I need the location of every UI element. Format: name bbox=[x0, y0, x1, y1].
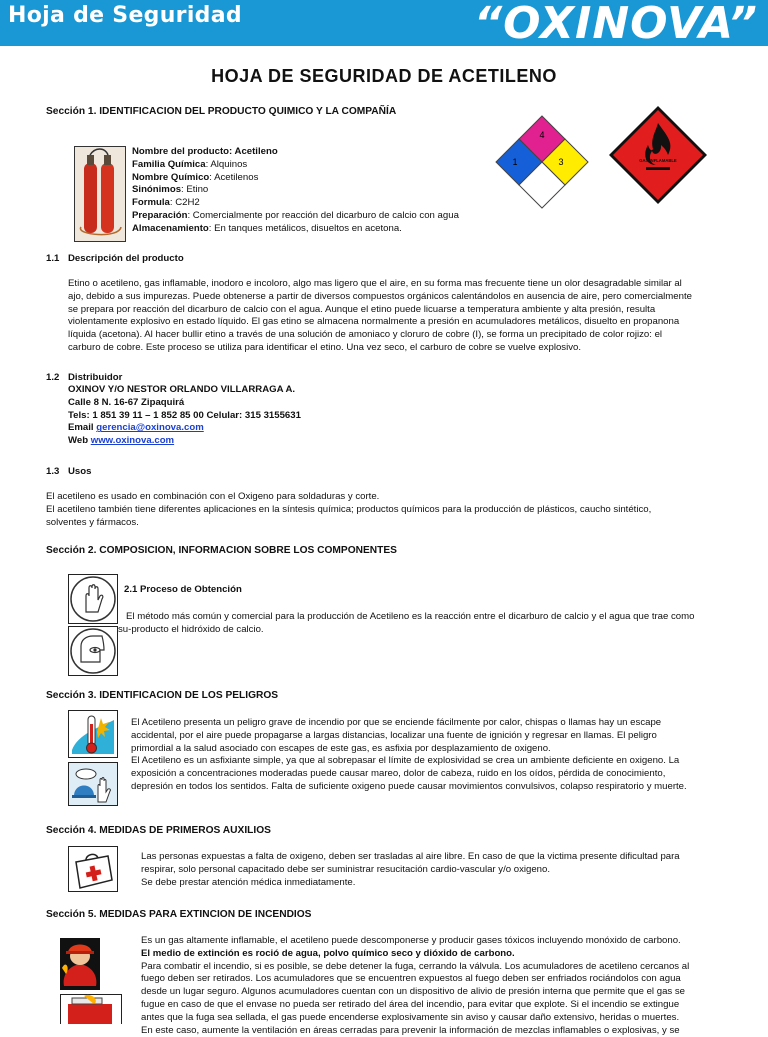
section-5-heading: Sección 5. MEDIDAS PARA EXTINCION DE INCENDIOS bbox=[46, 909, 312, 920]
distributor-name: OXINOV Y/O NESTOR ORLANDO VILLARRAGA A. bbox=[68, 384, 296, 395]
production-process-text bbox=[118, 611, 724, 637]
nfpa-diamond-icon bbox=[493, 114, 591, 212]
description-line: ajo, debido a sus impurezas. Puede obtenerse a partir de diversos compuestos orgánicos calentándolos en ausencia de aire, pero comercialmente bbox=[68, 290, 692, 302]
extinguishing-media: El medio de extinción es roció de agua, polvo químico seco y dióxido de carbono. bbox=[141, 947, 515, 959]
first-aid-kit-icon bbox=[68, 846, 118, 892]
fire-truck-icon bbox=[60, 994, 122, 1024]
firefighting-line: antes que la fuga sea sellada, el gas puede encenderse explosivamente sin aviso y causar daño extensivo, heridas o muertes. bbox=[141, 1011, 680, 1023]
production-line: El método más común y comercial para la producción de Acetileno es la reacción entre el dicarburo de calcio y el agua que trae como bbox=[126, 611, 695, 622]
hazard-label: GAS INFLAMABLE bbox=[639, 158, 677, 163]
distributor-phones: Tels: 1 851 39 11 – 1 852 85 00 Celular: 315 3155631 bbox=[68, 409, 301, 421]
subsection-2-1-heading: 2.1 Proceso de Obtención bbox=[124, 584, 242, 595]
preparation-row bbox=[132, 210, 459, 223]
subsection-1-1-title: Descripción del producto bbox=[68, 253, 184, 264]
firefighter-icon bbox=[60, 938, 100, 990]
firefighting-line: Para combatir el incendio, si es posible, se debe detener la fuga, cerrando la válvula. Los acumuladores de acetileno cercanos al bbox=[141, 960, 690, 972]
uses-line: El acetileno es usado en combinación con el Oxigeno para soldaduras y corte. bbox=[46, 491, 380, 502]
section-2-heading: Sección 2. COMPOSICION, INFORMACION SOBRE LOS COMPONENTES bbox=[46, 545, 397, 556]
section-1-heading: Sección 1. IDENTIFICACION DEL PRODUCTO QUIMICO Y LA COMPAÑÍA bbox=[46, 106, 397, 117]
hazards-line: depresión en todos los sentidos. Falta de suficiente oxigeno puede causar movimientos convulsivos, colapso respiratorio y muerte. bbox=[131, 780, 687, 792]
hazards-text bbox=[131, 717, 718, 794]
nfpa-left-value: 1 bbox=[512, 157, 518, 167]
subsection-1-2-number: 1.2 bbox=[46, 372, 60, 383]
distributor-email-row bbox=[68, 422, 301, 435]
description-line: carburo de cobre. Este proceso se utiliza para identificar el etino. Una vez seco, el carburo de cobre se vuelve explosivo. bbox=[68, 341, 582, 353]
synonyms-row bbox=[132, 184, 459, 197]
uses-text bbox=[46, 491, 724, 529]
description-line: líquida (acetona). Al hacer bullir etino a través de una solución de amoniaco y cloruro de cobre (I), se forma un precipitado de color rojizo: el bbox=[68, 329, 663, 341]
page-title: HOJA DE SEGURIDAD DE ACETILENO bbox=[211, 66, 557, 86]
section-4-heading: Sección 4. MEDIDAS DE PRIMEROS AUXILIOS bbox=[46, 825, 271, 836]
first-aid-line: Las personas expuestas a falta de oxigeno, deben ser trasladas al aire libre. En caso de que la victima presente dificultad para bbox=[141, 851, 680, 862]
description-line: Etino o acetileno, gas inflamable, inodoro e incoloro, algo mas ligero que el aire, en su forma mas frecuente tiene un olor desagradable similar al bbox=[68, 278, 682, 289]
chemical-name-label: Nombre Químico bbox=[132, 171, 210, 183]
thermometer-fire-icon bbox=[68, 710, 118, 758]
product-family-row bbox=[132, 159, 459, 172]
hazards-line: El Acetileno es un asfixiante simple, ya que al sobrepasar el límite de explosividad se crea un ambiente deficiente en oxigeno. La bbox=[131, 755, 680, 767]
description-line: violentamente explosivo en estado líquido. El gas etino se almacena normalmente a presión en acumuladores metálicos, disuelto en propanona bbox=[68, 316, 680, 328]
chemical-name-value: : Acetilenos bbox=[209, 171, 259, 183]
chemical-name-row bbox=[132, 172, 459, 185]
hazards-line: exposición a concentraciones moderadas puede causar mareo, dolor de cabeza, ruido en los oídos, pérdida de conocimiento, bbox=[131, 768, 666, 780]
storage-row bbox=[132, 223, 459, 236]
brand-logo-text: “OXINOVA” bbox=[473, 0, 758, 49]
acetylene-cylinders-image bbox=[74, 146, 126, 242]
subsection-1-1-number: 1.1 bbox=[46, 253, 60, 264]
subsection-1-2-title: Distribuidor bbox=[68, 372, 123, 383]
nfpa-right-value: 3 bbox=[558, 157, 564, 167]
header-banner bbox=[0, 0, 768, 49]
product-name-row bbox=[132, 146, 459, 159]
protective-equipment-icon bbox=[68, 762, 118, 806]
formula-value: : C2H2 bbox=[169, 197, 200, 209]
firefighting-line: fugue en caso de que el envase no pueda ser retirado del área del incendio, para evitar que explote. Si el incendio se extingue bbox=[141, 998, 680, 1010]
subsection-1-3-heading bbox=[46, 466, 91, 477]
firefighting-line: desde un lugar seguro. Algunos acumuladores cuentan con un dispositivo de alivio de presión interna que permite que el gas se bbox=[141, 986, 685, 998]
product-family-label: Familia Química bbox=[132, 158, 206, 170]
hazards-line: El Acetileno presenta un peligro grave de incendio por que se enciende fácilmente por calor, chispas o llamas hay un escape bbox=[131, 717, 662, 728]
preparation-value: : Comercialmente por reacción del dicarburo de calcio con agua bbox=[187, 209, 459, 221]
distributor-block bbox=[68, 384, 301, 448]
description-line: se prepara por reacción del dicarburo de calcio con el agua. Aunque el etino puede licuarse a temperatura ambiente y alta presión, resulta bbox=[68, 303, 656, 315]
distributor-address: Calle 8 N. 16-67 Zipaquirá bbox=[68, 396, 185, 408]
synonyms-value: : Etino bbox=[181, 184, 209, 196]
production-line: su-producto el hidróxido de calcio. bbox=[118, 623, 264, 635]
first-aid-line: Se debe prestar atención médica inmediatamente. bbox=[141, 876, 356, 888]
hazards-line: accidental, por el aire puede propagarse a largas distancias, localizar una fuente de ignición y regresar en llamas. El peligro bbox=[131, 729, 657, 741]
firefighting-text bbox=[141, 935, 721, 1037]
product-info-block bbox=[132, 146, 459, 236]
firefighting-line: fuego deben ser retirados. Los acumuladores que se encuentren expuestos al fuego deben ser enfriados rociándolos con agua bbox=[141, 973, 681, 985]
synonyms-label: Sinónimos bbox=[132, 184, 182, 196]
product-description bbox=[68, 278, 723, 355]
product-name-label: Nombre del producto: Acetileno bbox=[132, 146, 278, 157]
subsection-1-2-heading bbox=[46, 372, 122, 383]
storage-value: : En tanques metálicos, disueltos en acetona. bbox=[208, 222, 402, 234]
flammable-gas-hazard-icon bbox=[608, 105, 708, 205]
uses-line: solventes y fármacos. bbox=[46, 516, 139, 528]
firefighting-line: En este caso, aumente la ventilación en áreas cerradas para prevenir la información de mezclas inflamables o explosivas, y se bbox=[141, 1024, 680, 1036]
firefighting-line: Es un gas altamente inflamable, el acetileno puede descomponerse y producir gases tóxicos incluyendo monóxido de carbono. bbox=[141, 935, 681, 946]
banner-left-title: Hoja de Seguridad bbox=[8, 3, 242, 28]
subsection-1-1-heading bbox=[46, 253, 184, 264]
section-3-heading: Sección 3. IDENTIFICACION DE LOS PELIGROS bbox=[46, 690, 279, 701]
face-shield-icon bbox=[68, 626, 118, 676]
uses-line: El acetileno también tiene diferentes aplicaciones en la síntesis química; productos químicos para la producción de plásticos, caucho sintético, bbox=[46, 503, 652, 515]
formula-label: Formula bbox=[132, 197, 170, 209]
formula-row bbox=[132, 197, 459, 210]
storage-label: Almacenamiento bbox=[132, 222, 209, 234]
subsection-1-3-title: Usos bbox=[68, 466, 92, 477]
preparation-label: Preparación bbox=[132, 209, 188, 221]
product-family-value: : Alquinos bbox=[205, 158, 248, 170]
distributor-web-row bbox=[68, 435, 301, 448]
email-label: Email bbox=[68, 422, 94, 434]
web-link[interactable]: www.oxinova.com bbox=[90, 435, 175, 447]
first-aid-text bbox=[141, 851, 719, 889]
nfpa-top-value: 4 bbox=[539, 130, 545, 140]
subsection-1-3-number: 1.3 bbox=[46, 466, 60, 477]
web-label: Web bbox=[68, 435, 89, 447]
email-link[interactable]: gerencia@oxinova.com bbox=[96, 422, 204, 434]
hazards-line: primordial a la salud asociado con escapes de este gas, es asfixia por desplazamiento de oxigeno. bbox=[131, 742, 551, 754]
glove-protection-icon bbox=[68, 574, 118, 624]
first-aid-line: respirar, solo personal capacitado debe ser suministrar resucitación cardio-vascular y/o oxigeno. bbox=[141, 863, 551, 875]
